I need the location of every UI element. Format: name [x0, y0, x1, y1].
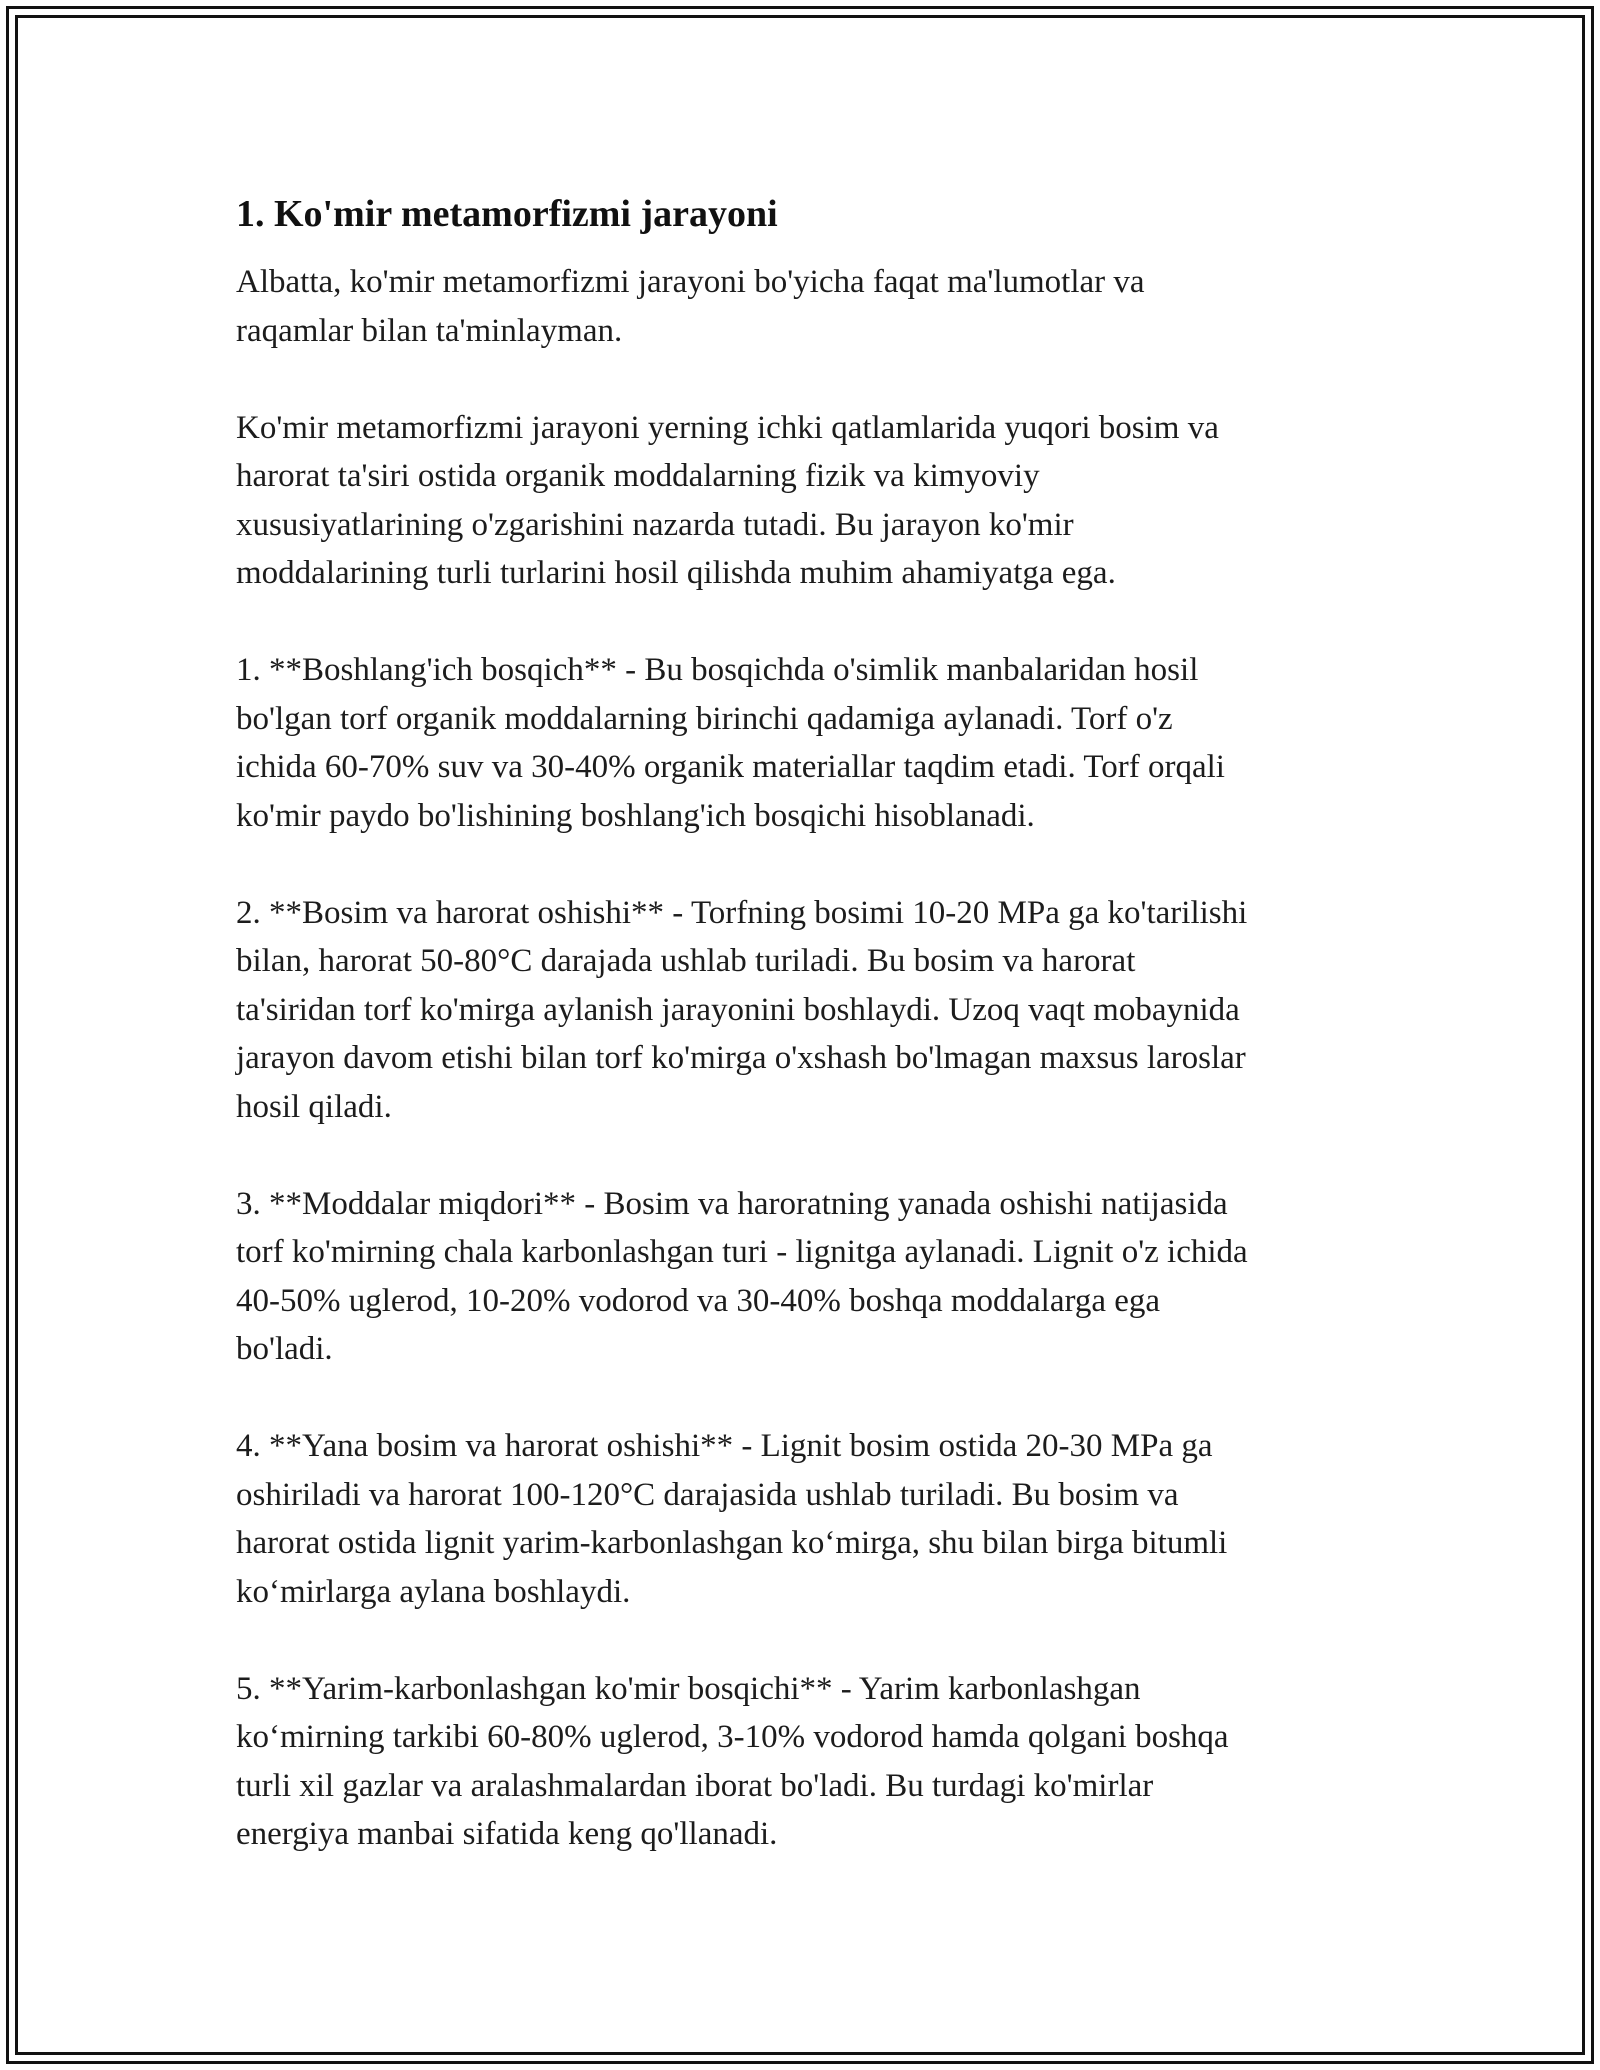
document-heading: 1. Ko'mir metamorfizmi jarayoni	[236, 193, 778, 235]
stage-4-paragraph: 4. **Yana bosim va harorat oshishi** - Lignit bosim ostida 20-30 MPa ga oshiriladi va harorat 100-120°C darajasida ushlab turiladi. Bu bosim va harorat ostida lignit yarim-karbonlashgan ko‘mirga, shu bilan birga bitumli ko‘mirlarga aylana boshlaydi.	[236, 1428, 1228, 1610]
intro-paragraph: Albatta, ko'mir metamorfizmi jarayoni bo'yicha faqat ma'lumotlar va raqamlar bilan ta'minlayman.	[236, 264, 1145, 349]
document-body	[236, 188, 1376, 1907]
overview-paragraph: Ko'mir metamorfizmi jarayoni yerning ichki qatlamlarida yuqori bosim va harorat ta'siri ostida organik moddalarning fizik va kimyoviy xususiyatlarining o'zgarishini nazarda tutadi. Bu jarayon ko'mir moddalarining turli turlarini hosil qilishda muhim ahamiyatga ega.	[236, 409, 1219, 591]
stage-5-paragraph: 5. **Yarim-karbonlashgan ko'mir bosqichi** - Yarim karbonlashgan ko‘mirning tarkibi 60-80% uglerod, 3-10% vodorod hamda qolgani boshqa turli xil gazlar va aralashmalardan iborat bo'ladi. Bu turdagi ko'mirlar energiya manbai sifatida keng qo'llanadi.	[236, 1670, 1229, 1852]
stage-3-paragraph: 3. **Moddalar miqdori** - Bosim va haroratning yanada oshishi natijasida torf ko'mirning chala karbonlashgan turi - lignitga aylanadi. Lignit o'z ichida 40-50% uglerod, 10-20% vodorod va 30-40% boshqa moddalarga ega bo'ladi.	[236, 1185, 1248, 1367]
stage-1-paragraph: 1. **Boshlang'ich bosqich** - Bu bosqichda o'simlik manbalaridan hosil bo'lgan torf organik moddalarning birinchi qadamiga aylanadi. Torf o'z ichida 60-70% suv va 30-40% organik materiallar taqdim etadi. Torf orqali ko'mir paydo bo'lishining boshlang'ich bosqichi hisoblanadi.	[236, 652, 1225, 834]
stage-2-paragraph: 2. **Bosim va harorat oshishi** - Torfning bosimi 10-20 MPa ga ko'tarilishi bilan, harorat 50-80°C darajada ushlab turiladi. Bu bosim va harorat ta'siridan torf ko'mirga aylanish jarayonini boshlaydi. Uzoq vaqt mobaynida jarayon davom etishi bilan torf ko'mirga o'xshash bo'lmagan maxsus laroslar hosil qiladi.	[236, 894, 1248, 1125]
